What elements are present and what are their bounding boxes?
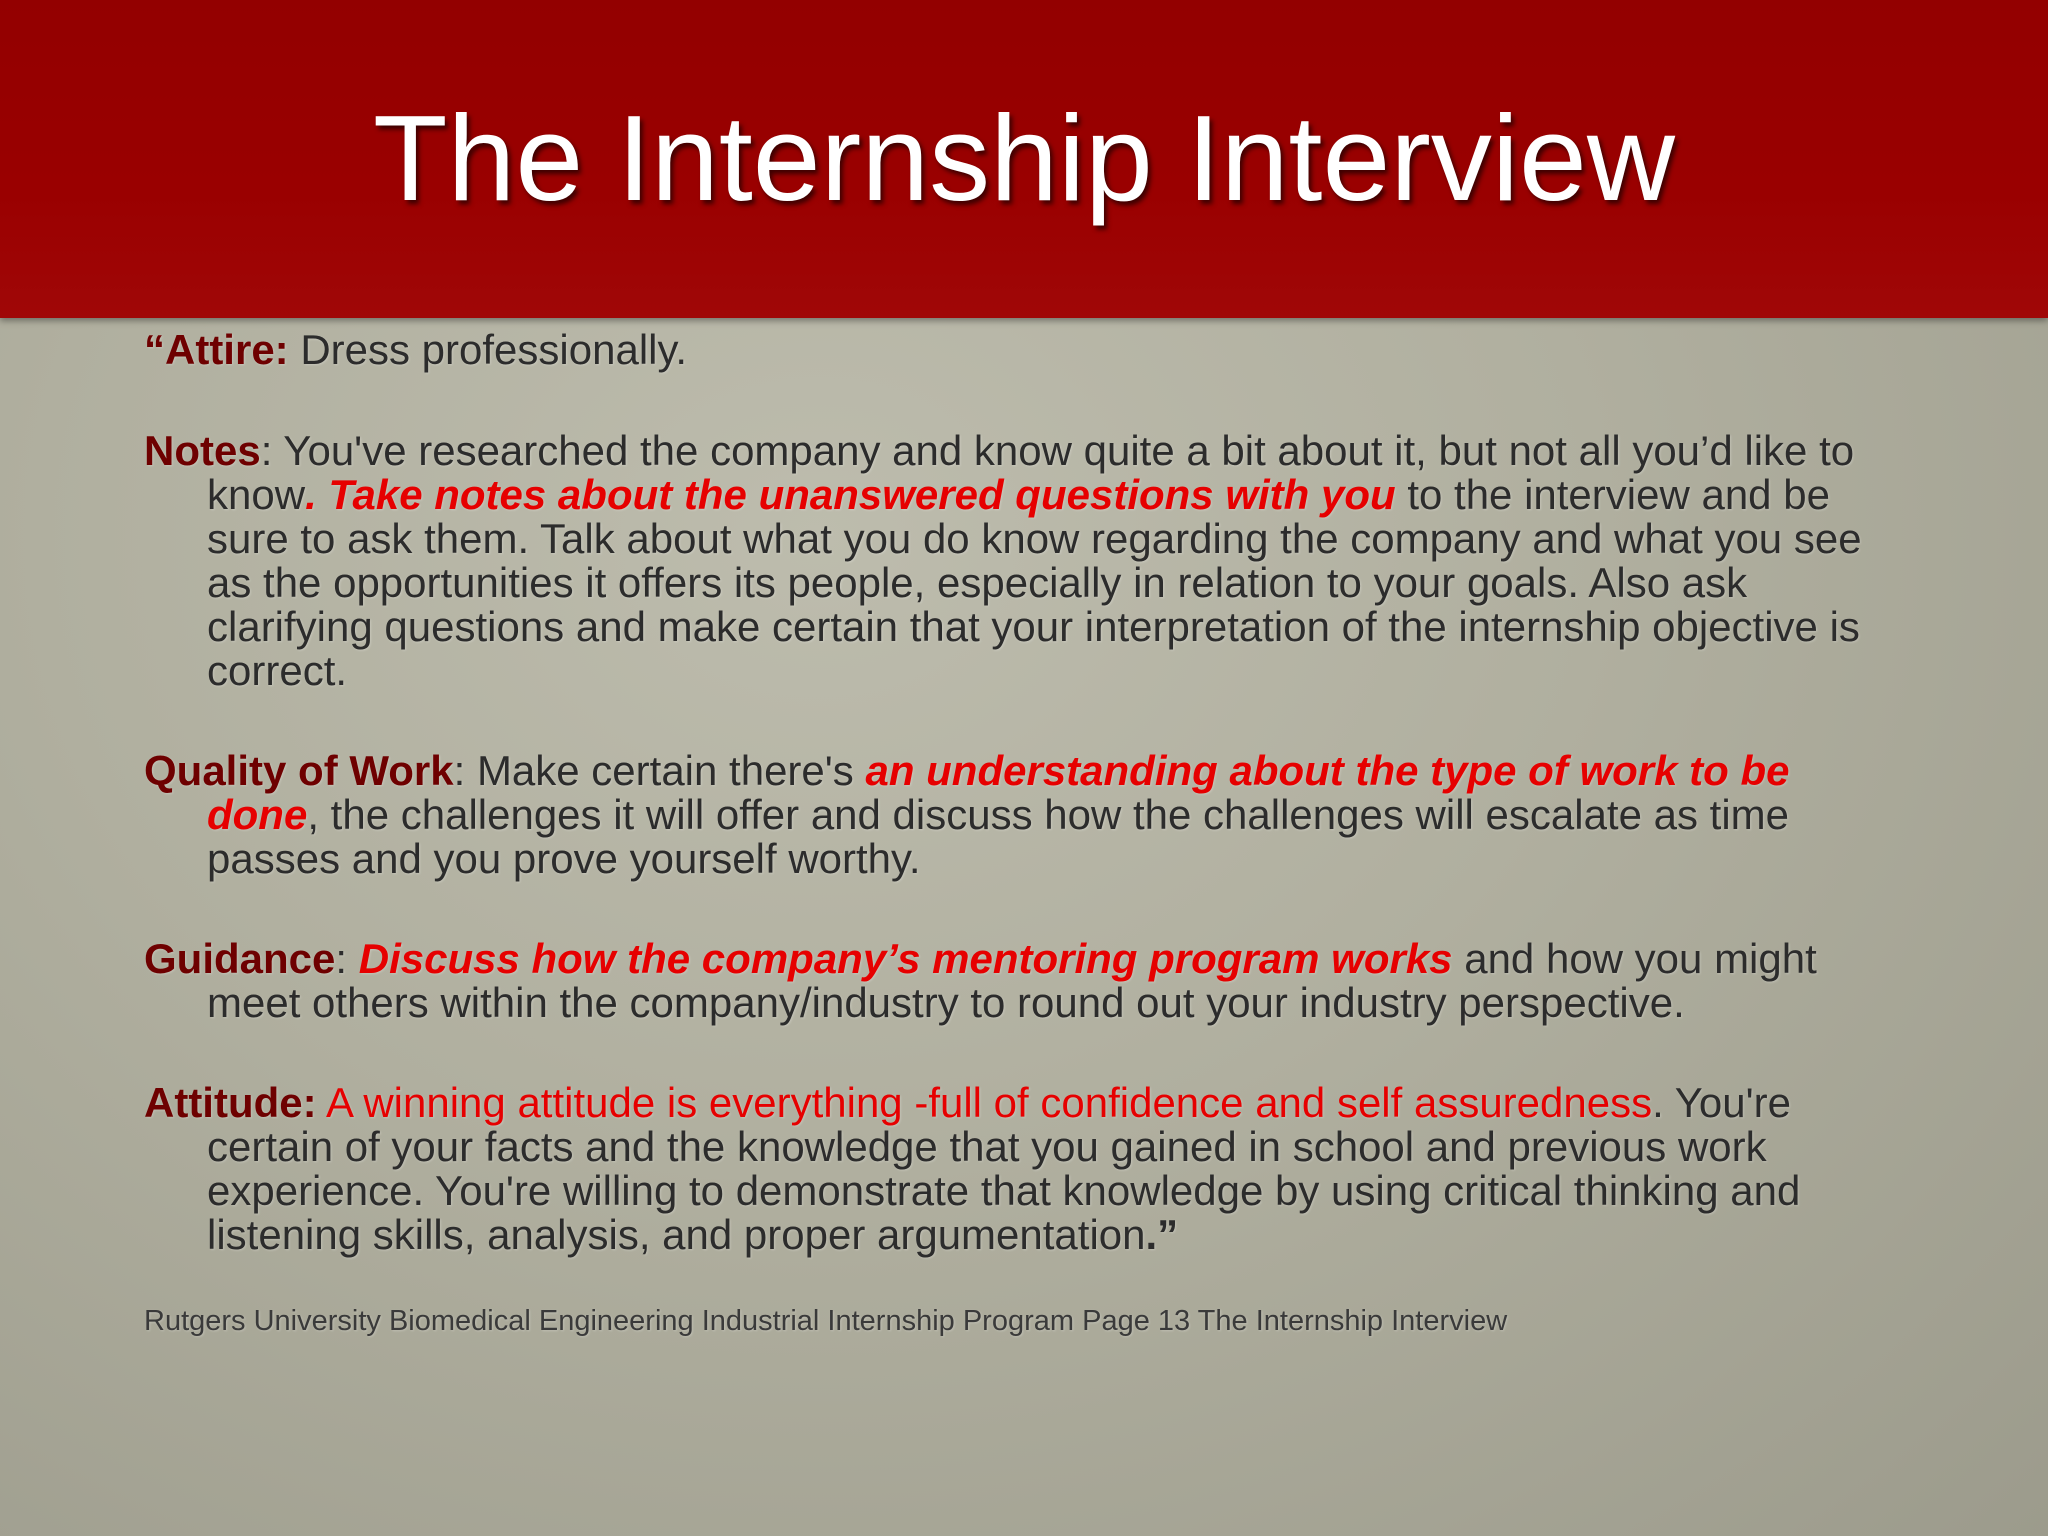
attitude-space (317, 1079, 326, 1126)
guidance-colon: : (335, 935, 359, 982)
title-bar (0, 0, 2048, 318)
slide-body (144, 328, 1904, 1337)
attitude-highlight: A winning attitude is everything -full of confidence and self assuredness (325, 1079, 1653, 1126)
attire-label: Attire: (165, 326, 289, 373)
quality-highlight: an understanding about the type of work to be done (207, 747, 1790, 838)
quality-label: Quality of Work (144, 747, 454, 794)
guidance-highlight: Discuss how the company’s mentoring program works (358, 935, 1453, 982)
quality-colon: : (453, 747, 477, 794)
attitude-label: Attitude: (144, 1079, 317, 1126)
open-quote: “ (144, 326, 165, 373)
notes-label: Notes (144, 427, 261, 474)
notes-highlight: . Take notes about the unanswered questions with you (305, 471, 1396, 518)
attire-paragraph (144, 328, 1904, 372)
attitude-text-2: . You're certain of your facts and the knowledge that you gained in school and previous work experience. You're willing to demonstrate that knowledge by using critical thinking and listening skills, analysis, and proper argumentation (207, 1079, 1801, 1258)
notes-text-1: You've researched the company and know quite a bit about it, but not all you’d like to know (207, 427, 1855, 518)
slide-title: The Internship Interview (373, 90, 1675, 226)
source-footer: Rutgers University Biomedical Engineering Industrial Internship Program Page 13 The Internship Interview (144, 1305, 1508, 1337)
quality-text-2: , the challenges it will offer and discuss how the challenges will escalate as time passes and you prove yourself worthy. (207, 791, 1789, 882)
quality-text-1: Make certain there's (476, 747, 866, 794)
quality-paragraph (144, 749, 1904, 881)
close-quote: .” (1145, 1211, 1179, 1258)
notes-text-2: to the interview and be sure to ask them. Talk about what you do know regarding the company and what you see as the opportunities it offers its people, especially in relation to your goals. Also ask clarifying questions and make certain that your interpretation of the internship objective is correct. (207, 471, 1862, 694)
attire-text: Dress professionally. (288, 326, 688, 373)
notes-paragraph (144, 429, 1904, 693)
guidance-text-2: and how you might meet others within the company/industry to round out your industry perspective. (207, 935, 1817, 1026)
guidance-label: Guidance (144, 935, 336, 982)
notes-colon: : (260, 427, 284, 474)
guidance-paragraph (144, 937, 1904, 1025)
attitude-paragraph (144, 1081, 1904, 1257)
